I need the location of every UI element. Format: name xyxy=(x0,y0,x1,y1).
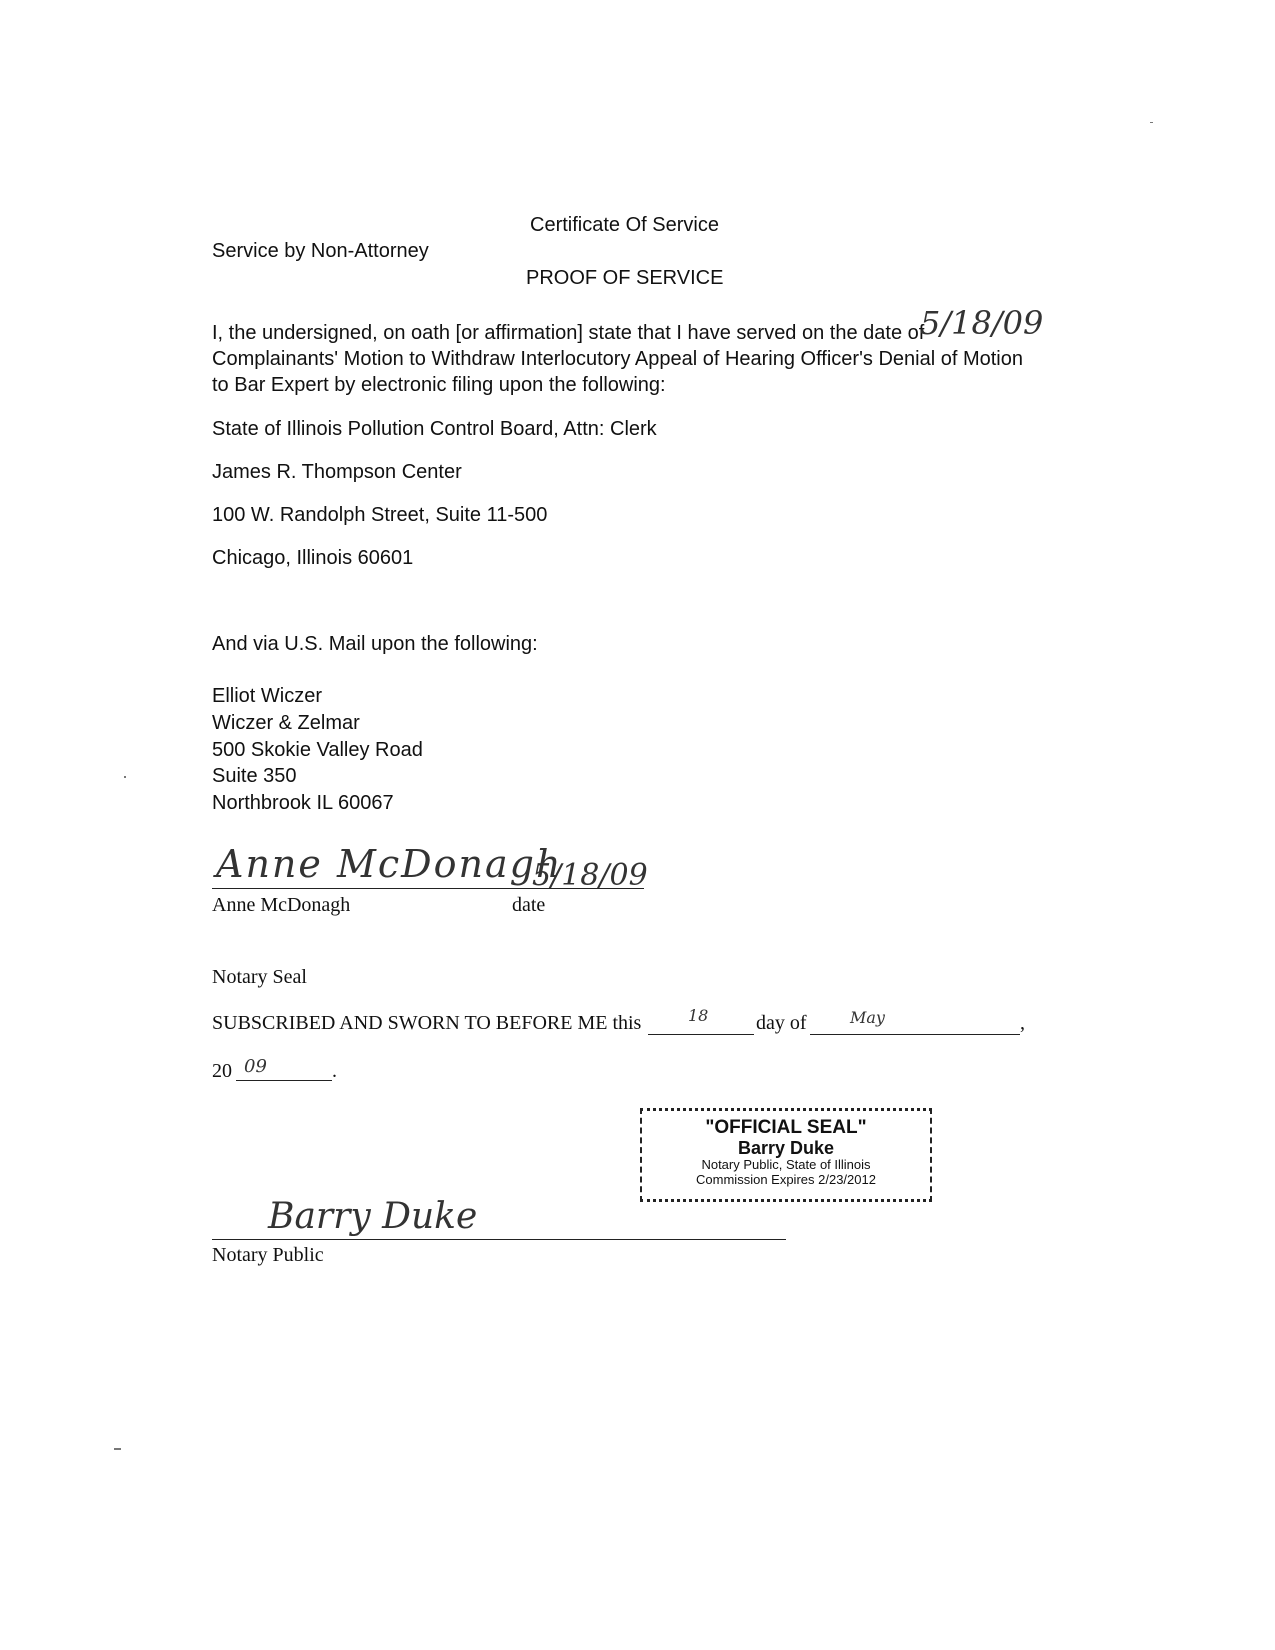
scan-speck xyxy=(124,776,126,778)
scan-speck xyxy=(114,1448,121,1450)
handwritten-notary-signature: Barry Duke xyxy=(268,1196,478,1237)
recipient-board: State of Illinois Pollution Control Board, Attn: Clerk xyxy=(212,418,657,440)
proof-title: PROOF OF SERVICE xyxy=(526,267,724,289)
official-seal-stamp xyxy=(640,1108,932,1202)
signature-line xyxy=(212,888,644,889)
notary-signature-line xyxy=(212,1239,786,1240)
year-prefix: 20 xyxy=(212,1060,232,1082)
notary-public-label: Notary Public xyxy=(212,1244,324,1266)
handwritten-day: 18 xyxy=(688,1006,709,1025)
day-of-label: day of xyxy=(756,1012,807,1034)
mail-recipient-firm: Wiczer & Zelmar xyxy=(212,712,360,734)
statement-line-3: to Bar Expert by electronic filing upon the following: xyxy=(212,374,666,396)
month-blank-line xyxy=(810,1034,1020,1035)
mail-intro: And via U.S. Mail upon the following: xyxy=(212,633,538,655)
certificate-title: Certificate Of Service xyxy=(530,214,719,236)
sworn-statement: SUBSCRIBED AND SWORN TO BEFORE ME this xyxy=(212,1012,642,1034)
mail-recipient-suite: Suite 350 xyxy=(212,765,297,787)
statement-line-2: Complainants' Motion to Withdraw Interlocutory Appeal of Hearing Officer's Denial of Motion xyxy=(212,348,1023,370)
recipient-street: 100 W. Randolph Street, Suite 11-500 xyxy=(212,504,548,526)
handwritten-signature: Anne McDonagh xyxy=(216,842,563,886)
seal-line-4: Commission Expires 2/23/2012 xyxy=(696,1172,876,1187)
handwritten-month: May xyxy=(850,1008,885,1027)
day-blank-line xyxy=(648,1034,754,1035)
seal-title: "OFFICIAL SEAL" xyxy=(705,1117,867,1138)
mail-recipient-street: 500 Skokie Valley Road xyxy=(212,739,423,761)
handwritten-signature-date: 5/18/09 xyxy=(532,858,648,893)
seal-name: Barry Duke xyxy=(737,1138,835,1158)
year-period: . xyxy=(332,1060,337,1082)
notary-seal-label: Notary Seal xyxy=(212,966,307,988)
signer-name: Anne McDonagh xyxy=(212,894,351,916)
handwritten-year: 09 xyxy=(244,1056,267,1077)
trailing-comma: , xyxy=(1020,1012,1025,1034)
date-label: date xyxy=(512,894,546,916)
handwritten-service-date: 5/18/09 xyxy=(920,304,1044,342)
recipient-center: James R. Thompson Center xyxy=(212,461,462,483)
service-type: Service by Non-Attorney xyxy=(212,240,429,262)
scan-speck xyxy=(1150,122,1153,123)
seal-line-3: Notary Public, State of Illinois xyxy=(701,1157,871,1172)
statement-line-1: I, the undersigned, on oath [or affirmation] state that I have served on the date of xyxy=(212,322,925,344)
mail-recipient-name: Elliot Wiczer xyxy=(212,685,323,707)
recipient-city: Chicago, Illinois 60601 xyxy=(212,547,414,569)
mail-recipient-city: Northbrook IL 60067 xyxy=(212,792,394,814)
year-blank-line xyxy=(236,1080,332,1081)
